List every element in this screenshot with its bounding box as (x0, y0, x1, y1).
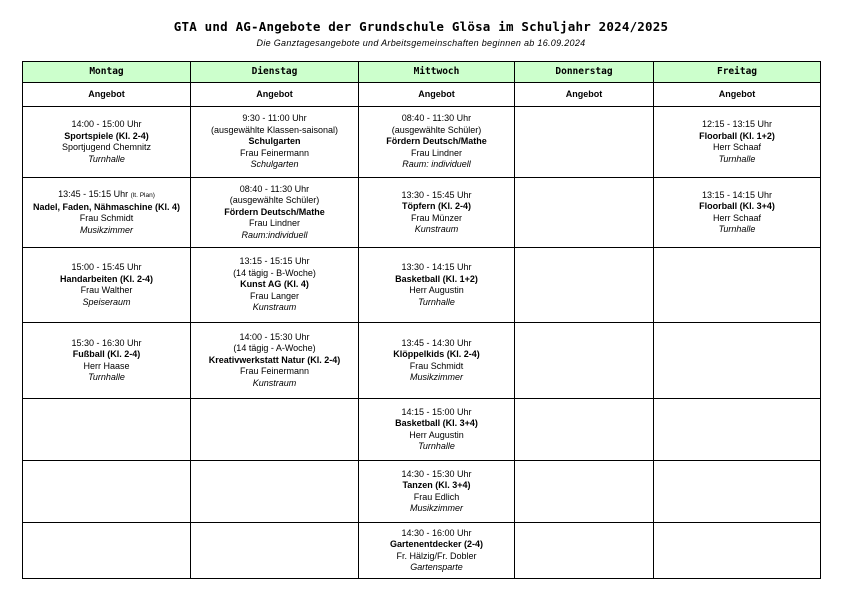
offer-leader: Herr Haase (83, 360, 130, 371)
offer-note: (ausgewählte Schüler) (391, 124, 482, 135)
day-header-row (23, 62, 821, 83)
offer-time: 14:00 - 15:00 Uhr (71, 119, 142, 129)
offer-room: Gartensparte (410, 562, 463, 572)
offer-time: 9:30 - 11:00 Uhr (242, 113, 307, 124)
offer-time: 15:00 - 15:45 Uhr (71, 262, 142, 272)
table-row (23, 523, 821, 579)
page-title: GTA und AG-Angebote der Grundschule Glösa im Schuljahr 2024/2025 (173, 19, 669, 34)
offer-room: Musikzimmer (410, 503, 463, 513)
offer-name: Töpfern (Kl. 2-4) (402, 201, 471, 211)
column-label: Angebot (359, 83, 515, 107)
offer-cell (359, 323, 515, 399)
offer-name: Basketball (Kl. 3+4) (395, 418, 478, 428)
offer-leader: Frau Lindner (248, 218, 301, 229)
offer-leader: Frau Münzer (410, 212, 463, 223)
table-row (23, 323, 821, 399)
offer-room: Schulgarten (250, 159, 299, 170)
day-header-friday: Freitag (654, 62, 821, 83)
offer-leader: Frau Schmidt (409, 360, 464, 371)
offer-time: 13:45 - 15:15 Uhr (58, 189, 129, 199)
empty-cell (515, 323, 654, 399)
offer-name: Basketball (Kl. 1+2) (395, 273, 478, 284)
empty-cell (654, 399, 821, 461)
empty-cell (23, 461, 191, 523)
offer-note: (ausgewählte Klassen-saisonal) (210, 124, 339, 135)
offer-leader: Frau Edlich (413, 491, 460, 502)
empty-cell (23, 399, 191, 461)
offer-room: Raum:individuell (241, 229, 308, 240)
empty-cell (515, 399, 654, 461)
empty-cell (515, 248, 654, 323)
offer-name: Kreativwerkstatt Natur (Kl. 2-4) (208, 354, 341, 365)
offer-room: Musikzimmer (410, 372, 463, 382)
offer-leader: Frau Lindner (410, 147, 463, 158)
offer-note: (14 tägig - B-Woche) (233, 267, 316, 278)
empty-cell (515, 178, 654, 248)
column-label: Angebot (23, 83, 191, 107)
offer-time: 15:30 - 16:30 Uhr (71, 337, 142, 348)
offer-cell (191, 248, 359, 323)
empty-cell (23, 523, 191, 579)
offer-name: Fördern Deutsch/Mathe (224, 206, 325, 217)
empty-cell (515, 523, 654, 579)
offer-room: Turnhalle (88, 153, 125, 164)
empty-cell (515, 461, 654, 523)
offer-leader: Fr. Hälzig/Fr. Dobler (396, 550, 477, 561)
offer-name: Fördern Deutsch/Mathe (386, 136, 487, 147)
day-header-thursday: Donnerstag (515, 62, 654, 83)
offer-room: Raum: individuell (402, 159, 471, 170)
offer-cell (23, 248, 191, 323)
offer-name: Nadel, Faden, Nähmaschine (Kl. 4) (32, 201, 181, 212)
offer-room: Turnhalle (718, 153, 756, 164)
offer-leader: Frau Walther (80, 285, 133, 295)
offer-cell (23, 178, 191, 248)
table-row (23, 178, 821, 248)
offer-note: (ausgewählte Schüler) (229, 195, 320, 206)
offer-cell (23, 107, 191, 178)
offer-leader: Herr Augustin (409, 429, 464, 440)
offer-name: Sportspiele (Kl. 2-4) (64, 130, 149, 141)
offer-room: Turnhalle (88, 372, 125, 382)
offer-leader: Herr Schaaf (712, 212, 762, 223)
offer-room: Musikzimmer (80, 224, 133, 235)
offer-cell (359, 461, 515, 523)
offer-cell (654, 107, 821, 178)
offer-time: 08:40 - 11:30 Uhr (239, 183, 310, 194)
offer-time: 14:00 - 15:30 Uhr (239, 331, 310, 342)
offer-name: Klöppelkids (Kl. 2-4) (393, 349, 480, 359)
column-label: Angebot (191, 83, 359, 107)
offer-time: 12:15 - 13:15 Uhr (701, 119, 773, 129)
day-header-tuesday: Dienstag (191, 62, 359, 83)
offer-time: 13:30 - 15:45 Uhr (401, 189, 472, 200)
offer-time: 14:30 - 16:00 Uhr (401, 527, 472, 538)
empty-cell (191, 523, 359, 579)
table-row (23, 248, 821, 323)
offer-cell (654, 178, 821, 248)
offer-room: Turnhalle (718, 224, 756, 234)
day-header-monday: Montag (23, 62, 191, 83)
table-row (23, 399, 821, 461)
offer-room: Speiseraum (82, 296, 131, 307)
empty-cell (654, 461, 821, 523)
offer-time: 13:15 - 14:15 Uhr (701, 189, 773, 200)
offer-leader: Frau Feinermann (239, 147, 310, 158)
offer-leader: Sportjugend Chemnitz (61, 142, 152, 152)
offer-leader: Herr Augustin (409, 285, 464, 295)
offer-cell (359, 248, 515, 323)
offer-cell (191, 178, 359, 248)
offer-room: Kunstraum (252, 302, 297, 313)
offer-note: (14 tägig - A-Woche) (233, 343, 316, 354)
offer-time: 14:15 - 15:00 Uhr (401, 406, 472, 417)
day-header-wednesday: Mittwoch (359, 62, 515, 83)
page-subtitle: Die Ganztagesangebote und Arbeitsgemeinschaften beginnen ab 16.09.2024 (256, 38, 586, 48)
offer-time: 13:30 - 14:15 Uhr (401, 262, 472, 272)
offer-note: (lt. Plan) (130, 192, 155, 199)
column-label: Angebot (654, 83, 821, 107)
column-label: Angebot (515, 83, 654, 107)
offer-room: Kunstraum (414, 224, 459, 234)
offer-name: Gartenentdecker (2-4) (389, 539, 484, 549)
offer-room: Turnhalle (418, 441, 455, 451)
offer-cell (359, 523, 515, 579)
offer-room: Turnhalle (418, 296, 455, 307)
empty-cell (654, 523, 821, 579)
offer-name: Schulgarten (248, 136, 301, 147)
offer-time: 08:40 - 11:30 Uhr (401, 113, 472, 124)
offer-name: Floorball (Kl. 3+4) (699, 201, 775, 211)
empty-cell (191, 399, 359, 461)
offer-time: 14:30 - 15:30 Uhr (401, 468, 472, 479)
offer-cell (191, 107, 359, 178)
offer-cell (359, 178, 515, 248)
empty-cell (654, 323, 821, 399)
offer-name: Kunst AG (Kl. 4) (240, 279, 309, 290)
offer-room: Kunstraum (252, 377, 297, 388)
empty-cell (191, 461, 359, 523)
offer-leader: Frau Schmidt (79, 213, 134, 223)
offer-cell (191, 323, 359, 399)
schedule-table (22, 61, 821, 579)
offer-cell (359, 107, 515, 178)
table-row (23, 107, 821, 178)
offer-leader: Frau Langer (249, 290, 300, 301)
empty-cell (515, 107, 654, 178)
offer-name: Floorball (Kl. 1+2) (699, 130, 775, 141)
offer-name: Handarbeiten (Kl. 2-4) (59, 273, 153, 284)
offer-name: Fußball (Kl. 2-4) (72, 349, 141, 359)
offer-time: 13:15 - 15:15 Uhr (239, 256, 310, 267)
offer-name: Tanzen (Kl. 3+4) (402, 480, 471, 490)
empty-cell (654, 248, 821, 323)
offer-leader: Frau Feinermann (239, 366, 310, 377)
offer-cell (23, 323, 191, 399)
column-label-row (23, 83, 821, 107)
offer-time: 13:45 - 14:30 Uhr (401, 337, 472, 348)
offer-cell (359, 399, 515, 461)
table-row (23, 461, 821, 523)
offer-leader: Herr Schaaf (712, 142, 762, 152)
